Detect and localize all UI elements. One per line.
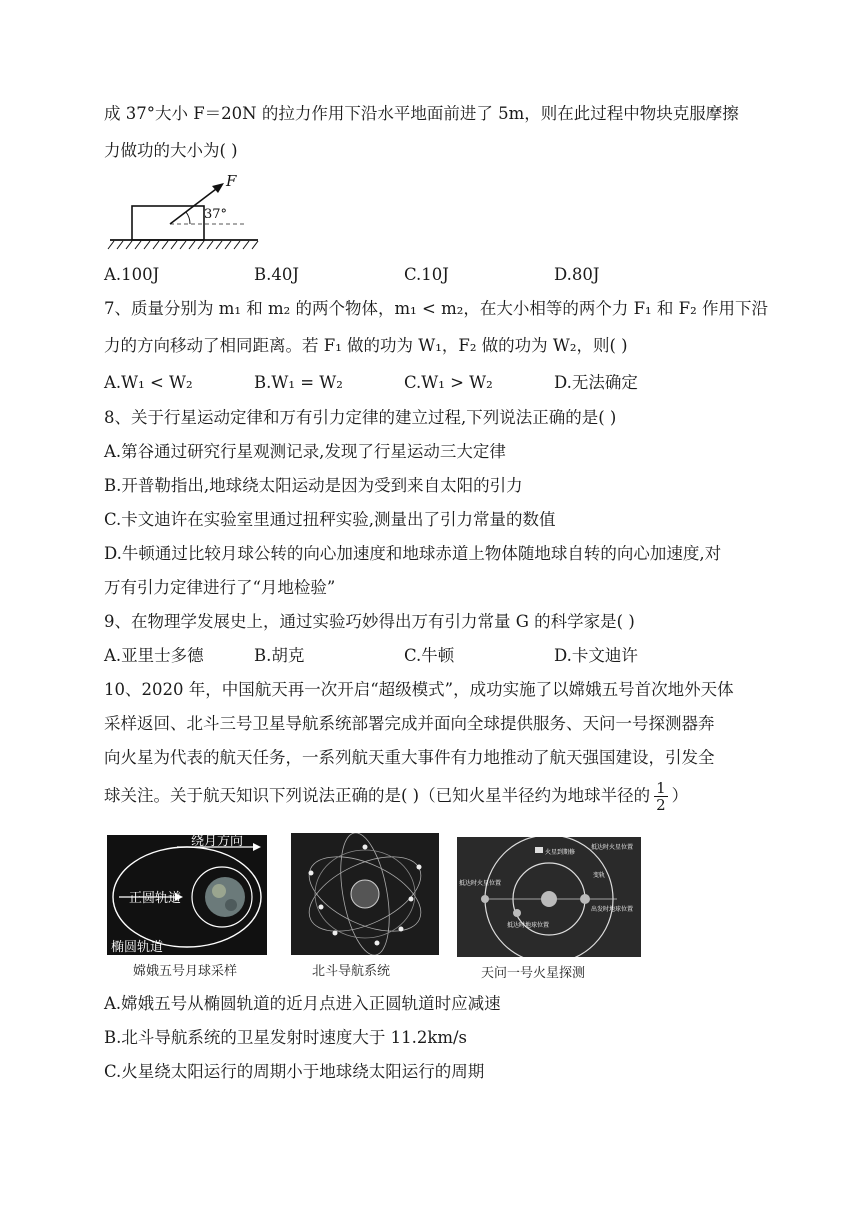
q10-line1: 10、2020 年，中国航天再一次开启“超级模式”，成功实施了以嫦娥五号首次地外天体 (104, 680, 734, 699)
q9-option-c[interactable]: C.牛顿 (404, 646, 455, 665)
sun (541, 891, 557, 907)
mars-label-1: 火星到期修 (545, 849, 576, 856)
q7-option-b[interactable]: B.W₁ = W₂ (254, 373, 343, 392)
q10-line3: 向火星为代表的航天任务，一系列航天重大事件有力地推动了航天强国建设，引发全 (104, 748, 715, 767)
q10-line4-end: ） (671, 786, 689, 805)
beidou-image (291, 833, 439, 955)
caption-tianwen: 天问一号火星探测 (481, 966, 586, 981)
q8-option-b[interactable]: B.开普勒指出,地球绕太阳运动是因为受到来自太阳的引力 (104, 476, 523, 495)
q6-figure (104, 172, 264, 254)
q7-line1: 7、质量分别为 m₁ 和 m₂ 的两个物体，m₁ < m₂，在大小相等的两个力 F₁ 和 F₂ 作用下沿 (104, 299, 768, 318)
mars-position-arrival (481, 895, 489, 903)
q6-option-a[interactable]: A.100J (104, 265, 160, 284)
block (132, 206, 204, 240)
mars-label-3: 抵达时火星位置 (459, 880, 502, 887)
fraction-one-half (654, 780, 668, 813)
q6-option-d[interactable]: D.80J (554, 265, 600, 284)
q7-option-d[interactable]: D.无法确定 (554, 373, 638, 392)
q9-option-d[interactable]: D.卡文迪许 (554, 646, 638, 665)
mars-label-5: 出发时地球位置 (591, 906, 634, 913)
probe-icon (535, 847, 543, 853)
earth-globe (351, 880, 379, 908)
q6-line1: 成 37°大小 F＝20N 的拉力作用下沿水平地面前进了 5m，则在此过程中物块克服摩擦 (104, 104, 739, 123)
moon-direction-label: 绕月方向 (191, 835, 244, 849)
q7-option-a[interactable]: A.W₁ < W₂ (104, 373, 193, 392)
tianwen-image (457, 837, 641, 957)
q10-option-b[interactable]: B.北斗导航系统的卫星发射时速度大于 11.2km/s (104, 1028, 468, 1047)
mars-label-6: 变轨 (593, 872, 606, 879)
earth-position-departure (580, 894, 590, 904)
q6-option-b[interactable]: B.40J (254, 265, 299, 284)
mars-label-4: 抵达时地球位置 (507, 922, 550, 929)
q10-option-c[interactable]: C.火星绕太阳运行的周期小于地球绕太阳运行的周期 (104, 1062, 485, 1081)
angle-label: 37° (204, 207, 228, 222)
q7-option-c[interactable]: C.W₁ > W₂ (404, 373, 493, 392)
q8-option-a[interactable]: A.第谷通过研究行星观测记录,发现了行星运动三大定律 (104, 442, 506, 461)
q10-line4 (104, 780, 688, 813)
circular-orbit-label: 正圆轨道 (129, 891, 182, 906)
earth-position-arrival (513, 909, 521, 917)
q9-option-b[interactable]: B.胡克 (254, 646, 305, 665)
q9-stem: 9、在物理学发展史上，通过实验巧妙得出万有引力常量 G 的科学家是( ) (104, 612, 635, 631)
ground-hatch (108, 241, 258, 249)
q8-option-d-line2: 万有引力定律进行了“月地检验” (104, 578, 336, 597)
caption-beidou: 北斗导航系统 (312, 964, 391, 979)
change5-image (107, 835, 267, 955)
q8-option-d-line1[interactable]: D.牛顿通过比较月球公转的向心加速度和地球赤道上物体随地球自转的向心加速度,对 (104, 544, 722, 563)
caption-change5: 嫦娥五号月球采样 (133, 964, 238, 979)
fraction-numerator: 1 (656, 779, 666, 797)
q10-line2: 采样返回、北斗三号卫星导航系统部署完成并面向全球提供服务、天问一号探测器奔 (104, 714, 715, 733)
mars-label-2: 抵达时火星位置 (591, 844, 634, 851)
q10-line4-text: 球关注。关于航天知识下列说法正确的是( )（已知火星半径约为地球半径的 (104, 786, 651, 805)
angle-arc (186, 212, 190, 224)
q8-stem: 8、关于行星运动定律和万有引力定律的建立过程,下列说法正确的是( ) (104, 408, 617, 427)
q8-option-c[interactable]: C.卡文迪许在实验室里通过扭秤实验,测量出了引力常量的数值 (104, 510, 556, 529)
q9-option-a[interactable]: A.亚里士多德 (104, 646, 204, 665)
q7-line2: 力的方向移动了相同距离。若 F₁ 做的功为 W₁，F₂ 做的功为 W₂，则( ) (104, 336, 628, 355)
q6-line2: 力做功的大小为( ) (104, 141, 238, 160)
fraction-denominator: 2 (656, 796, 666, 814)
q10-option-a[interactable]: A.嫦娥五号从椭圆轨道的近月点进入正圆轨道时应减速 (104, 994, 501, 1013)
force-label: F (226, 172, 237, 190)
moon-globe (205, 877, 245, 917)
elliptical-orbit-label: 椭圆轨道 (111, 940, 164, 955)
q6-option-c[interactable]: C.10J (404, 265, 449, 284)
